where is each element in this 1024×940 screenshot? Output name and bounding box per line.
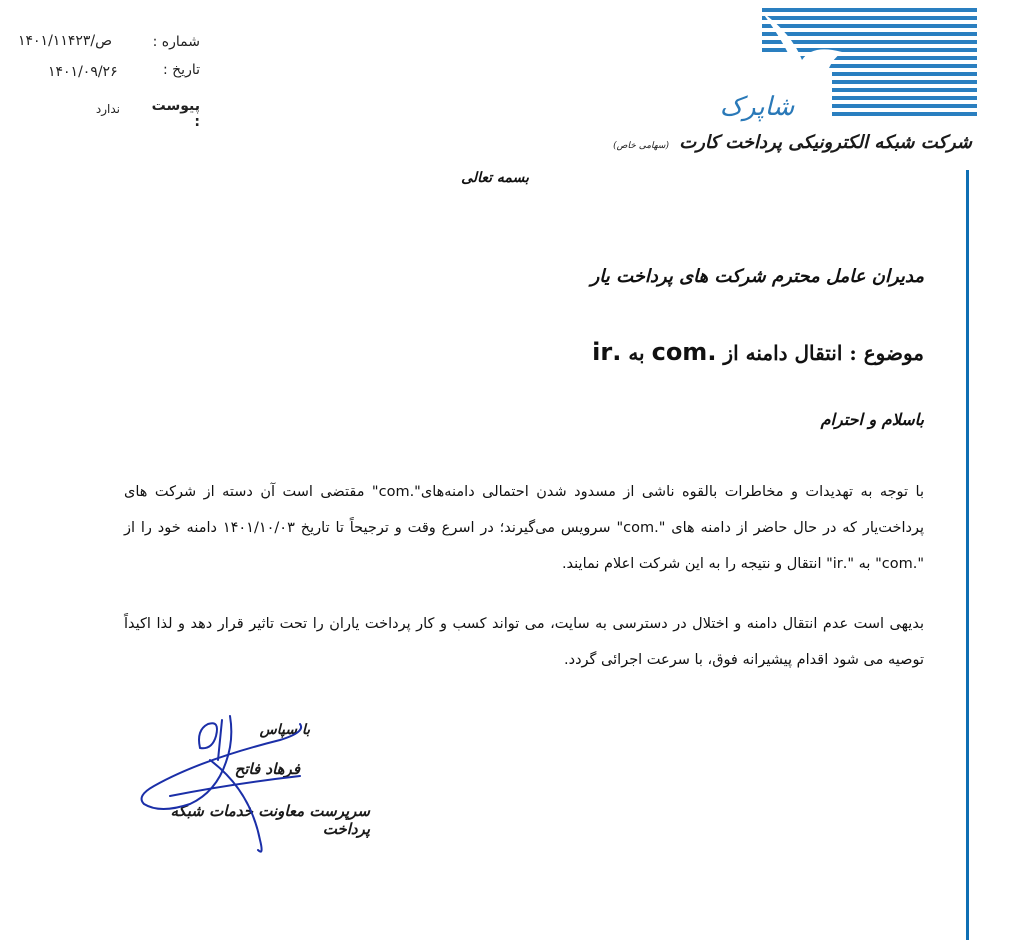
subject-line bbox=[424, 338, 924, 366]
company-logo bbox=[613, 6, 982, 176]
right-margin-rule bbox=[966, 170, 969, 940]
subject-to-domain: .ir bbox=[592, 338, 622, 366]
subject-from-domain: .com bbox=[651, 338, 717, 366]
signer-title: سرپرست معاونت خدمات شبکه پرداخت bbox=[170, 802, 370, 838]
number-label: شماره : bbox=[152, 34, 200, 50]
recipient-line: مدیران عامل محترم شرکت های پرداخت یار bbox=[590, 266, 924, 287]
bismillah-heading: بسمه تعالی bbox=[461, 170, 529, 186]
attachment-label: پیوست : bbox=[151, 98, 200, 130]
signature-closing: با سپاس bbox=[259, 722, 310, 738]
salutation: باسلام و احترام bbox=[820, 410, 924, 429]
signer-name: فرهاد فاتح bbox=[234, 760, 300, 778]
subject-mid: به bbox=[628, 341, 645, 365]
attachment-value: ندارد bbox=[95, 102, 120, 116]
paragraph-2: بدیهی است عدم انتقال دامنه و اختلال در دسترسی به سایت، می تواند کسب و کار پرداخت یاران را تحت تاثیر قرار دهد و لذا اکیداً توصیه می شود اقدام پیشیرانه فوق، با سرعت اجرائی گردد. bbox=[124, 616, 924, 668]
number-value: ۱۴۰۱/ص/۱۱۴۲۳ bbox=[18, 33, 113, 49]
company-full-name: شرکت شبکه الکترونیکی پرداخت کارت bbox=[679, 132, 972, 153]
logo-brand-name: شاپرک bbox=[719, 92, 795, 122]
date-value: ۱۴۰۱/۰۹/۲۶ bbox=[48, 64, 118, 80]
logo-company-fullname bbox=[613, 132, 972, 153]
date-label: تاریخ : bbox=[162, 62, 200, 78]
handwritten-signature-icon bbox=[130, 700, 330, 860]
subject-prefix: موضوع : انتقال دامنه از bbox=[723, 341, 924, 365]
company-suffix: (سهامی خاص) bbox=[613, 141, 669, 151]
paragraph-1: با توجه به تهدیدات و مخاطرات بالقوه ناشی از مسدود شدن احتمالی دامنه‌های".com" مقتضی است آن دسته از شرکت های پرداخت‌یار که در حال حاضر از دامنه های ".com" سرویس می‌گیرند؛ در اسرع وقت و ترجیحاً تا تاریخ ۱۴۰۱/۱۰/۰۳ دامنه خود را از ".com" به ".ir" انتقال و نتیجه را به این شرکت اعلام نمایند. bbox=[124, 484, 925, 572]
